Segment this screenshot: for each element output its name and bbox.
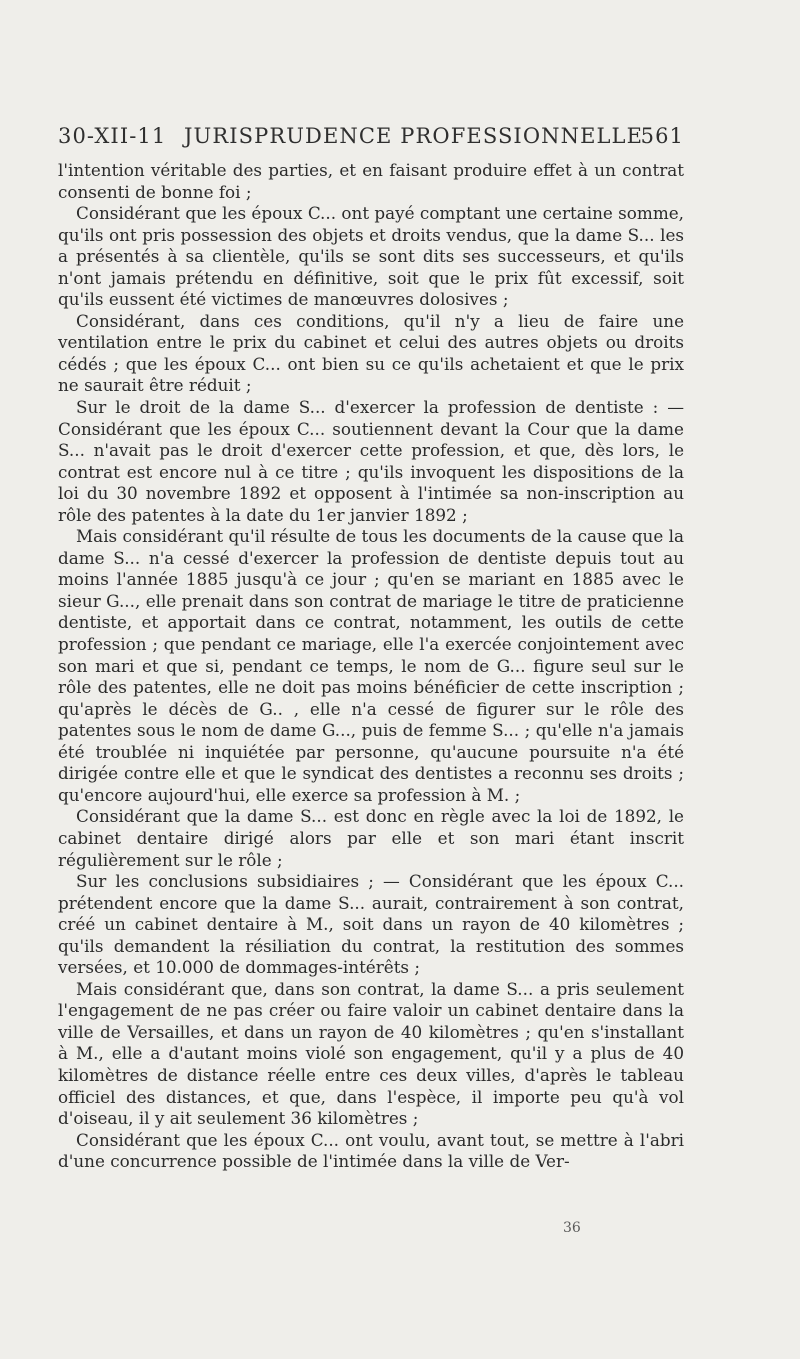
paragraph-3: Considérant, dans ces conditions, qu'il n'y a lieu de faire une ventilation entre le prix du cabinet et celui des autres objets ou droits cédés ; que les époux C... ont bien su ce qu'ils achetaient et que le prix ne saurait être réduit ; bbox=[58, 310, 684, 396]
paragraph-9: Considérant que les époux C... ont voulu, avant tout, se mettre à l'abri d'une concurrence possible de l'intimée dans la ville de Ver- bbox=[58, 1129, 684, 1172]
paragraph-5: Mais considérant qu'il résulte de tous les documents de la cause que la dame S... n'a cessé d'exercer la profession de dentiste depuis tout au moins l'année 1885 jusqu'à ce jour ; qu'en se mariant en 1885 avec le sieur G..., elle prenait dans son contrat de mariage le titre de praticienne dentiste, et apportait dans ce contrat, notamment, les outils de cette profession ; que pendant ce mariage, elle l'a exercée conjointement avec son mari et que si, pendant ce temps, le nom de G... figure seul sur le rôle des patentes, elle ne doit pas moins bénéficier de cette inscription ; qu'après le décès de G.. , elle n'a cessé de figurer sur le rôle des patentes sous le nom de dame G..., puis de femme S... ; qu'elle n'a jamais été troublée ni inquiétée par personne, qu'aucune poursuite n'a été dirigée contre elle et que le syndicat des dentistes a reconnu ses droits ; qu'encore aujourd'hui, elle exerce sa profession à M. ; bbox=[58, 526, 684, 805]
page-title: JURISPRUDENCE PROFESSIONNELLE bbox=[184, 124, 644, 148]
page-number: 561 bbox=[640, 124, 684, 148]
signature-mark: 36 bbox=[563, 1220, 581, 1236]
body-text bbox=[58, 160, 684, 1173]
running-head bbox=[58, 124, 684, 156]
paragraph-7: Sur les conclusions subsidiaires ; — Considérant que les époux C... prétendent encore que la dame S... aurait, contrairement à son contrat, créé un cabinet dentaire à M., soit dans un rayon de 40 kilomètres ; qu'ils demandent la résiliation du contrat, la restitution des sommes versées, et 10.000 de dommages-intérêts ; bbox=[58, 871, 684, 978]
paragraph-4: Sur le droit de la dame S... d'exercer la profession de dentiste : — Considérant que les époux C... soutiennent devant la Cour que la dame S... n'avait pas le droit d'exercer cette profession, et que, dès lors, le contrat est encore nul à ce titre ; qu'ils invoquent les dispositions de la loi du 30 novembre 1892 et opposent à l'intimée sa non-inscription au rôle des patentes à la date du 1er janvier 1892 ; bbox=[58, 397, 684, 525]
paragraph-8: Mais considérant que, dans son contrat, la dame S... a pris seulement l'engagement de ne pas créer ou faire valoir un cabinet dentaire dans la ville de Versailles, et dans un rayon de 40 kilomètres ; qu'en s'installant à M., elle a d'autant moins violé son engagement, qu'il y a plus de 40 kilomètres de distance réelle entre ces deux villes, d'après le tableau officiel des distances, et que, dans l'espèce, il importe peu qu'à vol d'oiseau, il y ait seulement 36 kilomètres ; bbox=[58, 978, 684, 1129]
paragraph-2: Considérant que les époux C... ont payé comptant une certaine somme, qu'ils ont pris possession des objets et droits vendus, que la dame S... les a présentés à sa clientèle, qu'ils se sont dits ses successeurs, et qu'ils n'ont jamais prétendu en définitive, soit que le prix fût excessif, soit qu'ils eussent été victimes de manœuvres dolosives ; bbox=[58, 203, 684, 310]
paragraph-6: Considérant que la dame S... est donc en règle avec la loi de 1892, le cabinet dentaire dirigé alors par elle et son mari étant inscrit régulièrement sur le rôle ; bbox=[58, 806, 684, 870]
date-code: 30-XII-11 bbox=[58, 124, 167, 148]
paragraph-1: l'intention véritable des parties, et en faisant produire effet à un contrat consenti de bonne foi ; bbox=[58, 160, 684, 202]
